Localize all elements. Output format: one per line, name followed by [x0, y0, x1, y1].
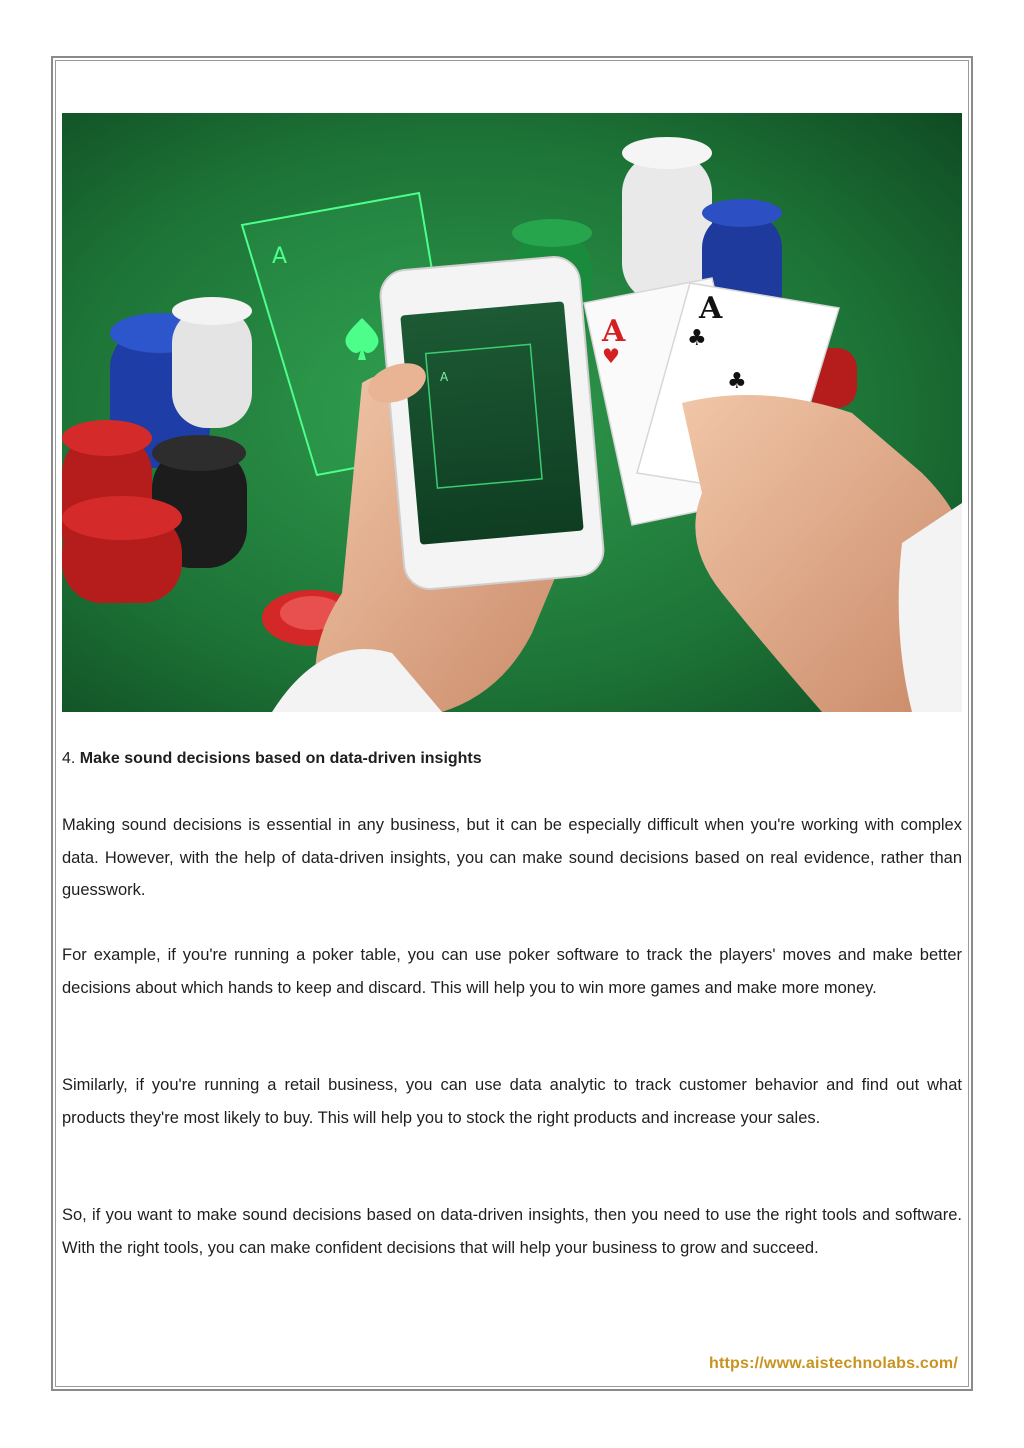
heart-icon: ♥: [602, 344, 620, 368]
section-number: 4.: [62, 750, 76, 767]
phone: [378, 255, 605, 591]
ace-hearts-rank: A: [602, 314, 626, 349]
paragraph-1: Making sound decisions is essential in any business, but it can be especially difficult when you're working with complex data. However, with the help of data-driven insights, you can make sound decisions based on real evidence, rather than guesswork.: [62, 816, 962, 899]
club-icon: ♣: [687, 326, 707, 351]
footer-website-link[interactable]: https://www.aistechnolabs.com/: [709, 1355, 958, 1372]
section-title: Make sound decisions based on data-driven insights: [79, 750, 482, 767]
paragraph-3: Similarly, if you're running a retail business, you can use data analytic to track customer behavior and find out what products they're most likely to buy. This will help you to stock the right products and increase your sales.: [62, 1076, 962, 1127]
paragraph-4: So, if you want to make sound decisions based on data-driven insights, then you need to use the right tools and software. With the right tools, you can make confident decisions that will help your business to grow and succeed.: [62, 1206, 962, 1257]
hero-image: [62, 113, 962, 712]
section-heading: [62, 748, 962, 770]
club-center-icon: ♣: [727, 369, 747, 394]
hologram-card-rank: A: [272, 244, 288, 269]
chip-stack-white-left: [172, 297, 252, 428]
phone-card-rank: A: [440, 370, 449, 384]
chip-stack-red-front: [62, 496, 182, 603]
paragraph-2: For example, if you're running a poker table, you can use poker software to track the players' moves and make better decisions about which hands to keep and discard. This will help you to win more games and make more money.: [62, 946, 962, 997]
chip-stack-white-top: [622, 137, 712, 303]
ace-clubs-rank: A: [699, 291, 723, 326]
